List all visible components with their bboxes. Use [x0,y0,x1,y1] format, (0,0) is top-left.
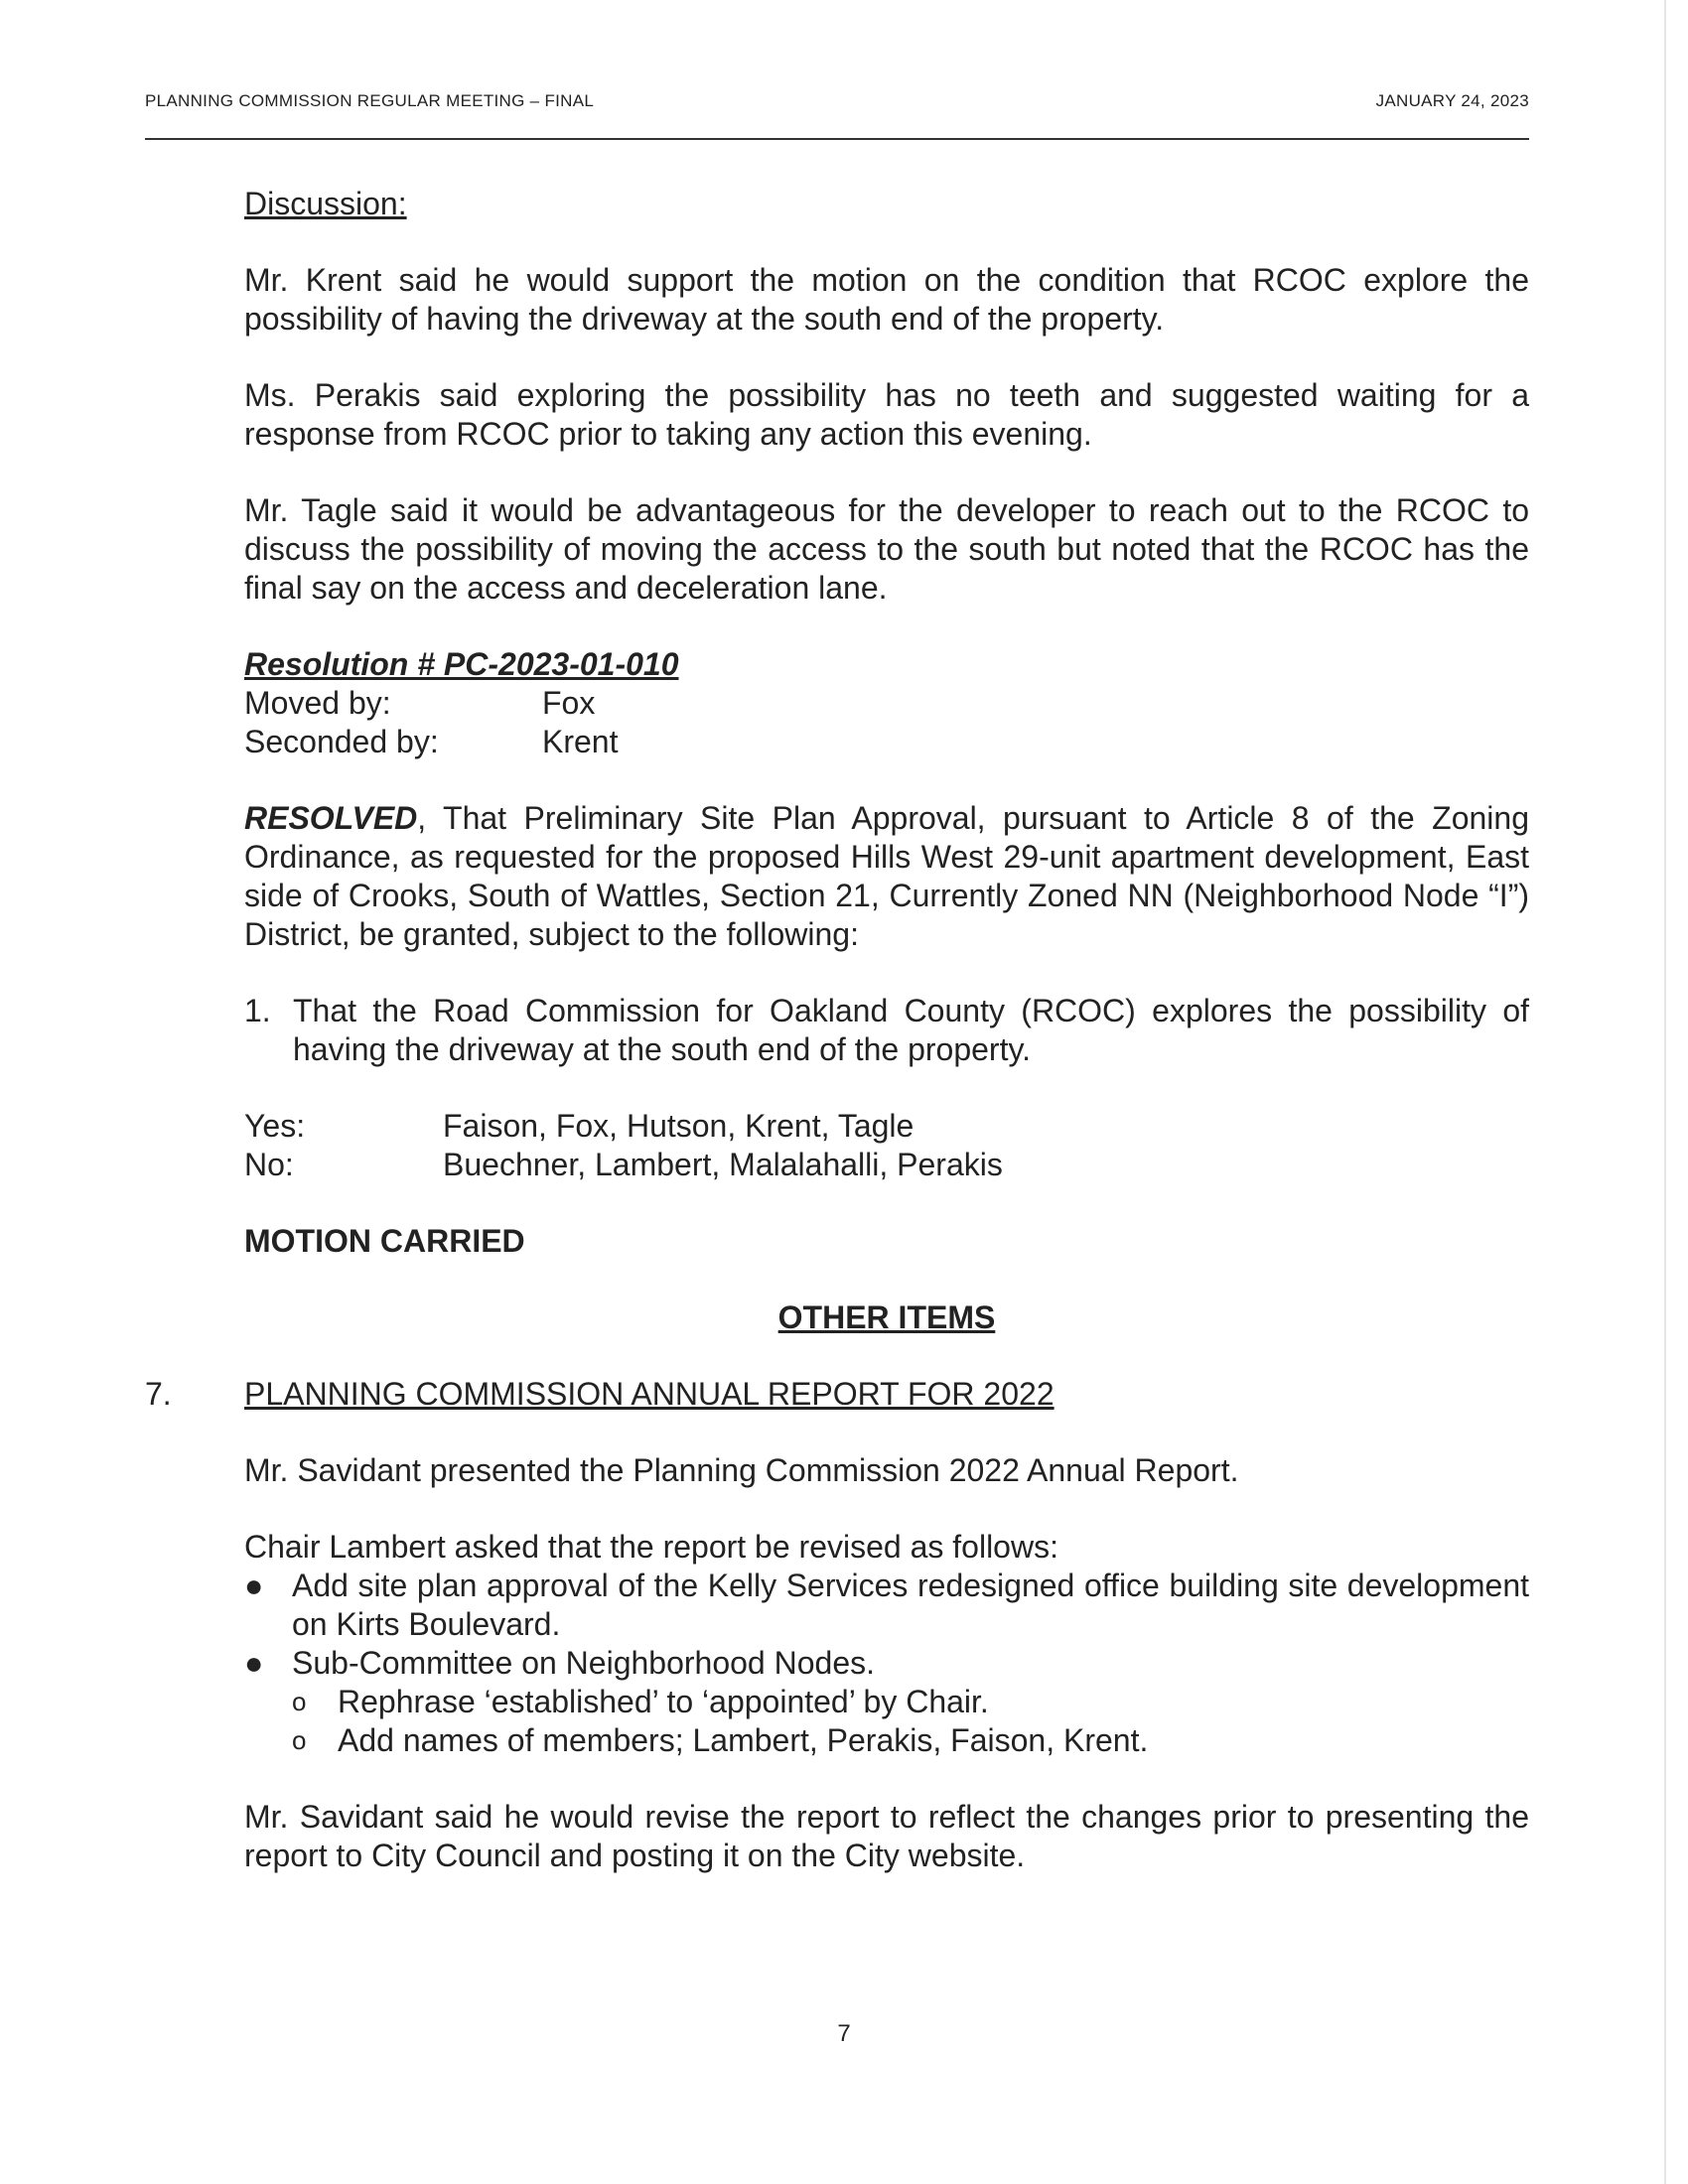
revision-sublist [244,1683,1529,1760]
discussion-paragraph: Ms. Perakis said exploring the possibility has no teeth and suggested waiting for a response from RCOC prior to taking any action this evening. [244,377,1529,452]
page-header [145,91,1529,111]
resolved-word: RESOLVED [244,800,418,836]
vote-yes-names: Faison, Fox, Hutson, Krent, Tagle [443,1108,914,1144]
sublist-item: o Add names of members; Lambert, Perakis, Faison, Krent. [292,1722,1149,1758]
agenda-item-number: 7. [145,1376,172,1412]
list-item: ● Sub-Committee on Neighborhood Nodes. [244,1645,875,1681]
seconded-by-value: Krent [542,724,619,759]
sublist-item: o Rephrase ‘established’ to ‘appointed’ by Chair. [292,1684,989,1719]
vote-yes-label: Yes: [244,1108,306,1144]
moved-by-label: Moved by: [244,685,391,721]
header-rule [145,138,1529,140]
discussion-paragraph: Mr. Krent said he would support the motion on the condition that RCOC explore the possibility of having the driveway at the south end of the property. [244,262,1529,337]
condition-text: That the Road Commission for Oakland County (RCOC) explores the possibility of having the driveway at the south end of the property. [293,993,1529,1067]
bullet-icon: ● [244,1568,264,1603]
moved-by-row [244,684,1529,723]
hollow-bullet-icon: o [292,1725,307,1755]
revision-intro: Chair Lambert asked that the report be revised as follows: [244,1529,1058,1565]
motion-result: MOTION CARRIED [244,1223,525,1259]
agenda-item-title: PLANNING COMMISSION ANNUAL REPORT FOR 2022 [244,1376,1055,1412]
condition-number: 1. [244,993,271,1028]
bullet-icon: ● [244,1645,264,1681]
vote-no-row [244,1146,1529,1184]
other-items-heading: OTHER ITEMS [777,1299,996,1335]
page-number: 7 [837,2020,851,2047]
seconded-by-label: Seconded by: [244,724,439,759]
page-edge [1664,0,1688,2184]
list-item: ● Add site plan approval of the Kelly Services redesigned office building site development on Kirts Boulevard. [244,1568,1529,1642]
condition-item [244,992,1529,1069]
resolved-paragraph [244,799,1529,954]
annual-report-paragraph: Mr. Savidant presented the Planning Commission 2022 Annual Report. [244,1452,1239,1488]
agenda-item-7 [145,1375,1529,1414]
resolution-title: Resolution # PC-2023-01-010 [244,646,679,682]
header-title: PLANNING COMMISSION REGULAR MEETING – FINAL [145,91,595,110]
moved-by-value: Fox [542,685,596,721]
document-body [145,185,1529,1913]
resolution-block [244,645,1529,1261]
discussion-paragraph: Mr. Tagle said it would be advantageous for the developer to reach out to the RCOC to discuss the possibility of moving the access to the south but noted that the RCOC has the final say on the access and deceleration lane. [244,492,1529,606]
discussion-heading: Discussion: [244,186,407,221]
revision-response-paragraph: Mr. Savidant said he would revise the report to reflect the changes prior to presenting the report to City Council and posting it on the City website. [244,1799,1529,1873]
seconded-by-row [244,723,1529,761]
hollow-bullet-icon: o [292,1687,307,1716]
vote-no-label: No: [244,1147,294,1182]
revision-request [244,1528,1529,1760]
resolved-text: , That Preliminary Site Plan Approval, pursuant to Article 8 of the Zoning Ordinance, as requested for the proposed Hills West 29-unit apartment development, East side of Crooks, South of Wattles, Section 21, Currently Zoned NN (Neighborhood Node “I”) District, be granted, subject to the following: [244,800,1529,952]
header-date: JANUARY 24, 2023 [1375,91,1529,110]
vote-no-names: Buechner, Lambert, Malalahalli, Perakis [443,1147,1003,1182]
vote-yes-row [244,1107,1529,1146]
revision-list [244,1567,1529,1683]
